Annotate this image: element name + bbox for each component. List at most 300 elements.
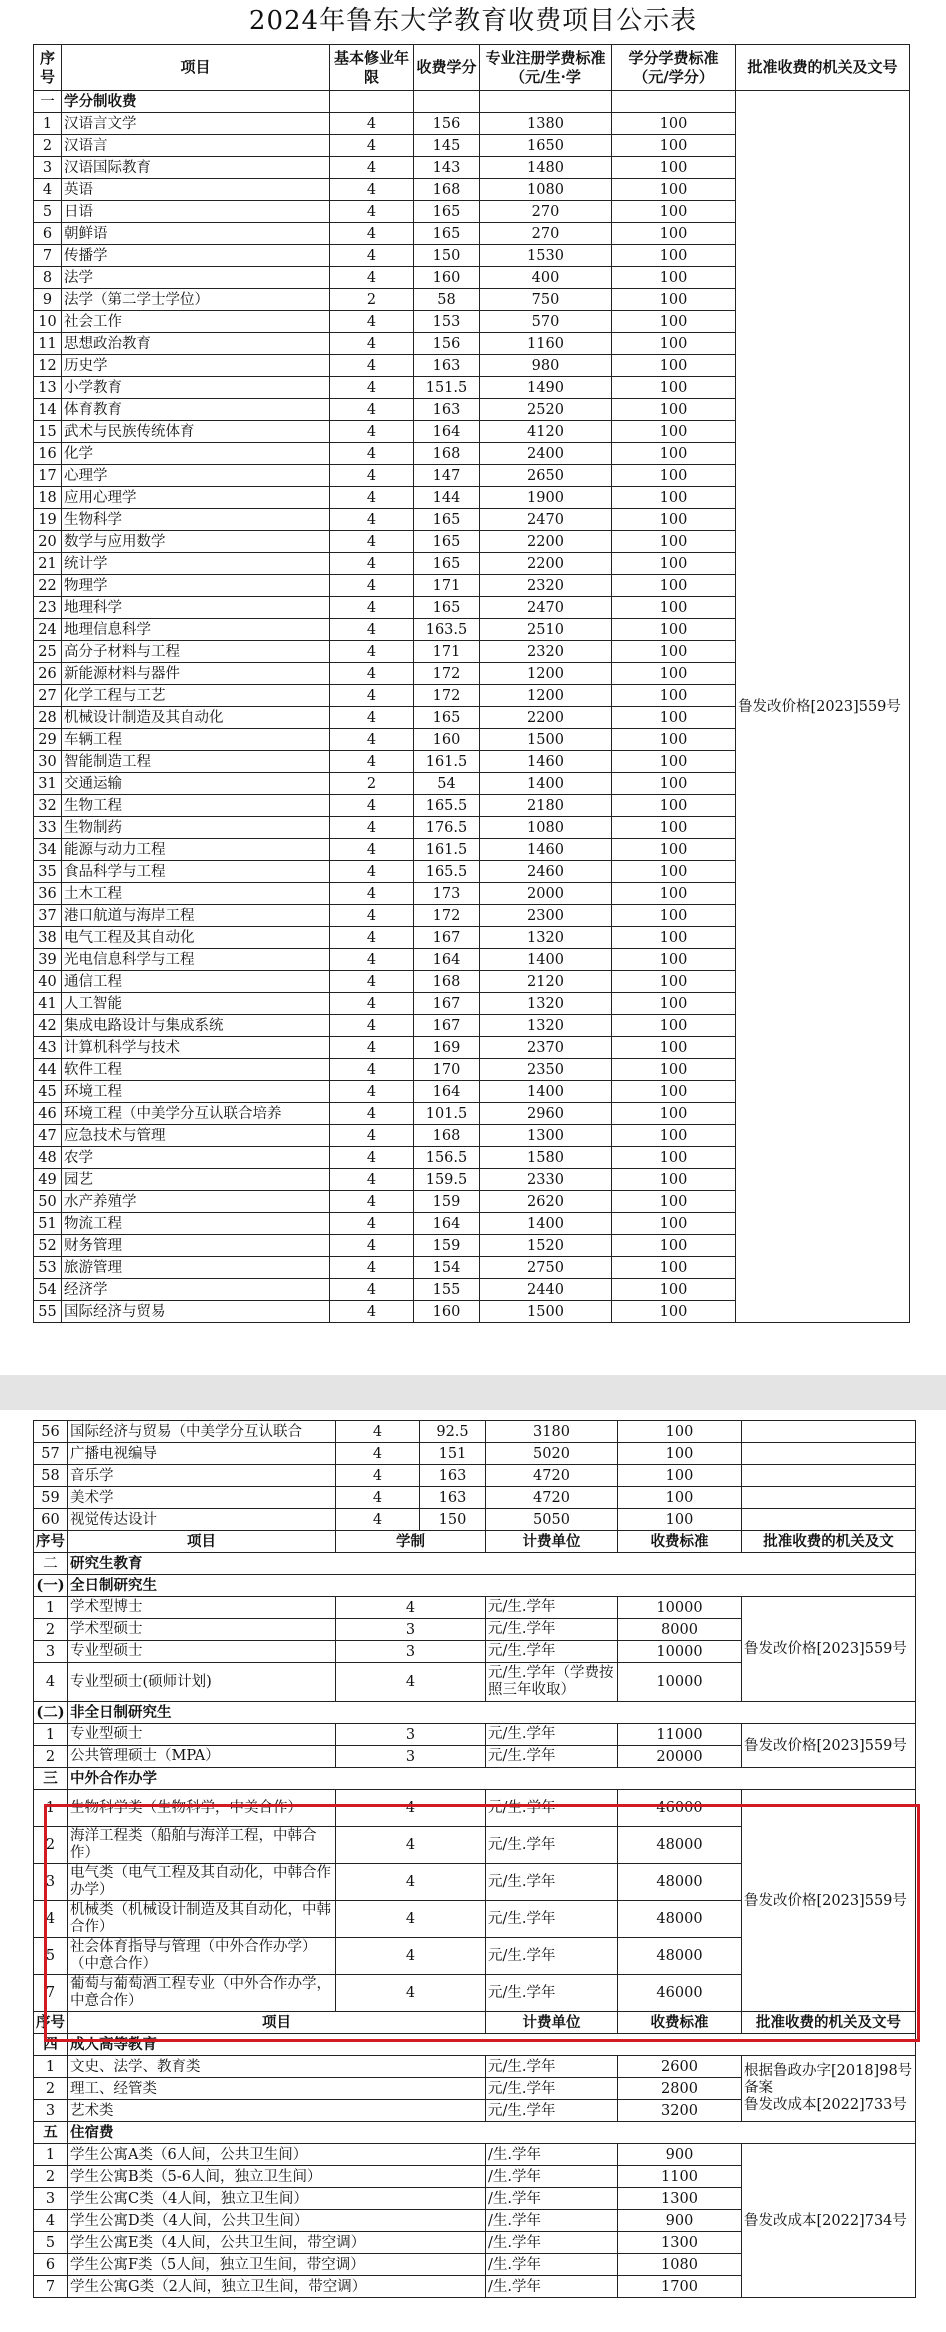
row-item: 经济学 [62,1279,330,1301]
authority-cell [742,2056,916,2122]
row-no: 56 [34,1421,68,1443]
row-reg-fee: 2470 [480,597,612,619]
row-item: 高分子材料与工程 [62,641,330,663]
authority-cell: 鲁发改价格[2023]559号 [736,91,910,1323]
row-credits: 101.5 [414,1103,480,1125]
row-no: 59 [34,1487,68,1509]
row-no: 32 [34,795,62,817]
row-credits: 165 [414,553,480,575]
row-item: 环境工程 [62,1081,330,1103]
row-fee: 48000 [618,1938,742,1975]
row-credit-fee: 100 [612,289,736,311]
row-fee: 900 [618,2210,742,2232]
row-credit-fee: 100 [612,201,736,223]
row-no: 13 [34,377,62,399]
row-years: 4 [330,201,414,223]
row-item: 朝鲜语 [62,223,330,245]
row-reg-fee: 1500 [480,729,612,751]
row-reg-fee: 270 [480,201,612,223]
row-credits: 151.5 [414,377,480,399]
row-no: 36 [34,883,62,905]
row-no: 16 [34,443,62,465]
row-years: 4 [330,927,414,949]
row-years: 4 [330,795,414,817]
row-years: 4 [330,355,414,377]
row-no: 40 [34,971,62,993]
authority-cell: 鲁发改成本[2022]734号 [742,2144,916,2298]
row-no: 7 [34,2276,68,2298]
row-credits: 167 [414,1015,480,1037]
row-no: 34 [34,839,62,861]
row-reg-fee: 400 [480,267,612,289]
section-row [34,91,910,113]
row-reg-fee: 1520 [480,1235,612,1257]
table-row [34,1487,916,1509]
subsection-no: (二) [34,1702,68,1724]
row-credits: 147 [414,465,480,487]
row-item: 交通运输 [62,773,330,795]
row-reg-fee: 1320 [480,1015,612,1037]
row-credit-fee: 100 [612,421,736,443]
row-no: 2 [34,2166,68,2188]
row-credits: 150 [420,1509,486,1531]
row-no: 22 [34,575,62,597]
row-credit-fee: 100 [612,839,736,861]
row-item: 法学（第二学士学位） [62,289,330,311]
row-reg-fee: 4720 [486,1487,618,1509]
row-unit: 元/生.学年 [486,2056,618,2078]
row-no: 3 [34,1641,68,1663]
authority-line-a: 根据鲁政办字[2018]98号备案 [744,2063,913,2096]
section-no: 五 [34,2122,68,2144]
row-no: 44 [34,1059,62,1081]
row-years: 2 [330,289,414,311]
row-item: 小学教育 [62,377,330,399]
row-credits: 161.5 [414,839,480,861]
subsection-row [34,1575,916,1597]
row-unit: 元/生.学年（学费按照三年收取） [486,1663,618,1702]
row-item: 港口航道与海岸工程 [62,905,330,927]
row-years: 3 [336,1641,486,1663]
row-item: 物流工程 [62,1213,330,1235]
section-row [34,1768,916,1790]
row-reg-fee: 1400 [480,1081,612,1103]
row-years: 3 [336,1619,486,1641]
row-reg-fee: 1080 [480,179,612,201]
table-row [34,2144,916,2166]
header-unit: 计费单位 [486,2012,618,2034]
table-row [34,1443,916,1465]
row-item: 法学 [62,267,330,289]
row-years: 4 [330,135,414,157]
row-years: 4 [336,1597,486,1619]
row-no: 29 [34,729,62,751]
authority-line-b: 鲁发改成本[2022]733号 [744,2097,907,2113]
row-item: 汉语言文学 [62,113,330,135]
row-reg-fee: 980 [480,355,612,377]
table-row [34,2056,916,2078]
row-reg-fee: 2320 [480,575,612,597]
row-years: 4 [336,1443,420,1465]
section-label: 住宿费 [68,2122,916,2144]
row-years: 4 [330,1191,414,1213]
row-years: 4 [330,905,414,927]
table-header [34,45,910,91]
row-no: 5 [34,201,62,223]
row-credit-fee: 100 [612,993,736,1015]
row-credit-fee: 100 [612,707,736,729]
row-credit-fee: 100 [618,1487,742,1509]
row-item: 地理科学 [62,597,330,619]
row-credit-fee: 100 [612,1081,736,1103]
row-item: 理工、经管类 [68,2078,486,2100]
row-credits: 160 [414,729,480,751]
row-credits: 92.5 [420,1421,486,1443]
row-credits: 165 [414,509,480,531]
row-fee: 10000 [618,1663,742,1702]
row-reg-fee: 1380 [480,113,612,135]
row-years: 4 [330,399,414,421]
row-credit-fee: 100 [612,1103,736,1125]
row-credit-fee: 100 [612,1125,736,1147]
row-years: 4 [330,377,414,399]
row-item: 园艺 [62,1169,330,1191]
row-fee: 48000 [618,1901,742,1938]
row-credit-fee: 100 [612,597,736,619]
table-row [34,1465,916,1487]
row-credits: 161.5 [414,751,480,773]
row-credit-fee: 100 [612,355,736,377]
row-credit-fee: 100 [612,553,736,575]
row-credits: 169 [414,1037,480,1059]
row-item: 专业型硕士 [68,1724,336,1746]
row-credit-fee: 100 [612,377,736,399]
row-credits: 160 [414,1301,480,1323]
row-years: 4 [336,1465,420,1487]
row-years: 4 [330,1169,414,1191]
row-credits: 163 [420,1487,486,1509]
row-credits: 168 [414,971,480,993]
row-reg-fee: 2620 [480,1191,612,1213]
row-credit-fee: 100 [612,465,736,487]
row-item: 专业型硕士 [68,1641,336,1663]
row-no: 20 [34,531,62,553]
row-credits: 163 [414,355,480,377]
row-credit-fee: 100 [612,245,736,267]
row-no: 45 [34,1081,62,1103]
row-credits: 153 [414,311,480,333]
row-credits: 165 [414,223,480,245]
row-years: 4 [330,531,414,553]
row-item: 地理信息科学 [62,619,330,641]
row-credit-fee: 100 [612,333,736,355]
row-reg-fee: 3180 [486,1421,618,1443]
row-item: 农学 [62,1147,330,1169]
row-item: 旅游管理 [62,1257,330,1279]
row-credits: 163 [414,399,480,421]
row-reg-fee: 2200 [480,531,612,553]
row-credits: 159.5 [414,1169,480,1191]
row-no: 28 [34,707,62,729]
row-reg-fee: 2180 [480,795,612,817]
row-reg-fee: 1900 [480,487,612,509]
row-no: 4 [34,1663,68,1702]
row-no: 9 [34,289,62,311]
row-fee: 11000 [618,1724,742,1746]
row-years: 4 [330,1103,414,1125]
row-years: 4 [330,949,414,971]
row-no: 57 [34,1443,68,1465]
row-item: 机械类（机械设计制造及其自动化，中韩合作） [68,1901,336,1938]
row-credit-fee: 100 [612,817,736,839]
row-fee: 1300 [618,2232,742,2254]
row-no: 58 [34,1465,68,1487]
row-years: 4 [330,1147,414,1169]
row-item: 集成电路设计与集成系统 [62,1015,330,1037]
row-years: 4 [330,1213,414,1235]
row-credit-fee: 100 [612,1279,736,1301]
row-credits: 171 [414,641,480,663]
row-credit-fee: 100 [612,179,736,201]
row-credit-fee: 100 [612,267,736,289]
row-fee: 48000 [618,1864,742,1901]
row-item: 统计学 [62,553,330,575]
row-credits: 165 [414,531,480,553]
row-fee: 2600 [618,2056,742,2078]
row-item: 艺术类 [68,2100,486,2122]
header-no: 序号 [34,45,62,91]
row-authority [742,1465,916,1487]
row-unit: 元/生.学年 [486,1790,618,1827]
row-credit-fee: 100 [612,927,736,949]
row-item: 电气工程及其自动化 [62,927,330,949]
row-reg-fee: 1490 [480,377,612,399]
row-no: 55 [34,1301,62,1323]
row-unit: 元/生.学年 [486,1938,618,1975]
row-years: 4 [336,1509,420,1531]
row-years: 4 [330,971,414,993]
row-years: 4 [330,751,414,773]
row-reg-fee: 2350 [480,1059,612,1081]
row-reg-fee: 2370 [480,1037,612,1059]
row-reg-fee: 1320 [480,927,612,949]
row-item: 人工智能 [62,993,330,1015]
row-reg-fee: 2440 [480,1279,612,1301]
row-credit-fee: 100 [612,1169,736,1191]
row-credits: 164 [414,1081,480,1103]
row-authority [742,1509,916,1531]
header-credits: 收费学分 [414,45,480,91]
row-credit-fee: 100 [612,619,736,641]
row-no: 27 [34,685,62,707]
row-item: 智能制造工程 [62,751,330,773]
row-item: 应用心理学 [62,487,330,509]
row-no: 3 [34,1864,68,1901]
row-years: 4 [336,1901,486,1938]
row-credits: 145 [414,135,480,157]
row-item: 国际经济与贸易 [62,1301,330,1323]
row-credits: 156 [414,333,480,355]
row-credits: 159 [414,1235,480,1257]
row-reg-fee: 2960 [480,1103,612,1125]
row-credit-fee: 100 [618,1509,742,1531]
header-no: 序号 [34,1531,68,1553]
row-years: 4 [330,443,414,465]
row-reg-fee: 1460 [480,839,612,861]
row-reg-fee: 1580 [480,1147,612,1169]
row-unit: /生.学年 [486,2166,618,2188]
row-credit-fee: 100 [612,509,736,531]
row-fee: 900 [618,2144,742,2166]
row-no: 15 [34,421,62,443]
section-label: 研究生教育 [68,1553,916,1575]
row-years: 4 [330,1037,414,1059]
row-years: 4 [330,1125,414,1147]
row-reg-fee: 2520 [480,399,612,421]
row-credits: 165 [414,597,480,619]
row-no: 3 [34,2100,68,2122]
row-item: 计算机科学与技术 [62,1037,330,1059]
row-item: 美术学 [68,1487,336,1509]
row-credits: 172 [414,905,480,927]
row-reg-fee: 570 [480,311,612,333]
row-item: 社会体育指导与管理（中外合作办学）（中意合作） [68,1938,336,1975]
row-years: 4 [330,113,414,135]
section-label: 学分制收费 [62,91,330,113]
row-years: 4 [330,1059,414,1081]
authority-cell: 鲁发改价格[2023]559号 [742,1790,916,2012]
header-unit: 计费单位 [486,1531,618,1553]
row-reg-fee: 1320 [480,993,612,1015]
row-item: 应急技术与管理 [62,1125,330,1147]
row-reg-fee: 1480 [480,157,612,179]
row-unit: 元/生.学年 [486,1724,618,1746]
row-no: 54 [34,1279,62,1301]
row-reg-fee: 4120 [480,421,612,443]
row-no: 39 [34,949,62,971]
row-credits: 143 [414,157,480,179]
row-no: 17 [34,465,62,487]
row-no: 5 [34,2232,68,2254]
row-item: 国际经济与贸易（中美学分互认联合 [68,1421,336,1443]
row-credit-fee: 100 [612,641,736,663]
row-reg-fee: 1500 [480,1301,612,1323]
row-years: 4 [330,883,414,905]
row-reg-fee: 1300 [480,1125,612,1147]
row-unit: 元/生.学年 [486,2078,618,2100]
row-credit-fee: 100 [612,883,736,905]
row-reg-fee: 1080 [480,817,612,839]
row-credits: 156 [414,113,480,135]
row-item: 学生公寓F类（5人间，独立卫生间，带空调） [68,2254,486,2276]
row-credit-fee: 100 [612,1213,736,1235]
header-authority: 批准收费的机关及文号 [736,45,910,91]
row-reg-fee: 4720 [486,1465,618,1487]
row-years: 4 [330,223,414,245]
row-years: 4 [330,333,414,355]
row-years: 4 [330,1301,414,1323]
row-item: 文史、法学、教育类 [68,2056,486,2078]
row-credit-fee: 100 [612,729,736,751]
row-credit-fee: 100 [612,487,736,509]
row-years: 4 [330,1257,414,1279]
row-credit-fee: 100 [612,1037,736,1059]
row-item: 电气类（电气工程及其自动化，中韩合作办学） [68,1864,336,1901]
row-no: 5 [34,1938,68,1975]
row-reg-fee: 1160 [480,333,612,355]
row-credit-fee: 100 [612,223,736,245]
row-years: 4 [330,729,414,751]
row-years: 4 [336,1938,486,1975]
row-reg-fee: 2000 [480,883,612,905]
table-row [34,1509,916,1531]
row-no: 52 [34,1235,62,1257]
row-fee: 46000 [618,1790,742,1827]
row-reg-fee: 2460 [480,861,612,883]
row-item: 心理学 [62,465,330,487]
row-item: 学生公寓A类（6人间，公共卫生间） [68,2144,486,2166]
row-credit-fee: 100 [612,971,736,993]
row-no: 1 [34,113,62,135]
row-credits: 164 [414,1213,480,1235]
row-credit-fee: 100 [612,751,736,773]
row-unit: 元/生.学年 [486,2100,618,2122]
row-item: 生物制药 [62,817,330,839]
row-credit-fee: 100 [612,795,736,817]
header-fee: 收费标准 [618,2012,742,2034]
row-fee: 46000 [618,1975,742,2012]
row-unit: 元/生.学年 [486,1597,618,1619]
row-credits: 173 [414,883,480,905]
row-credits: 165 [414,201,480,223]
row-no: 60 [34,1509,68,1531]
row-item: 车辆工程 [62,729,330,751]
row-reg-fee: 1200 [480,663,612,685]
header-credit-fee: 学分学费标准（元/学分） [612,45,736,91]
row-no: 49 [34,1169,62,1191]
row-credits: 163 [420,1465,486,1487]
row-credit-fee: 100 [612,949,736,971]
row-no: 41 [34,993,62,1015]
row-credit-fee: 100 [612,1257,736,1279]
row-item: 思想政治教育 [62,333,330,355]
table-header [34,2012,916,2034]
row-credit-fee: 100 [612,1235,736,1257]
row-unit: /生.学年 [486,2276,618,2298]
row-credits: 167 [414,927,480,949]
row-credits: 168 [414,443,480,465]
row-years: 4 [330,619,414,641]
row-no: 4 [34,179,62,201]
row-credit-fee: 100 [612,311,736,333]
fee-table-continued [33,1420,916,2298]
row-no: 6 [34,2254,68,2276]
row-no: 23 [34,597,62,619]
row-credits: 156.5 [414,1147,480,1169]
row-item: 环境工程（中美学分互认联合培养 [62,1103,330,1125]
row-fee: 48000 [618,1827,742,1864]
row-unit: 元/生.学年 [486,1975,618,2012]
row-item: 体育教育 [62,399,330,421]
page-title: 2024年鲁东大学教育收费项目公示表 [248,6,698,36]
header-item: 项目 [68,2012,486,2034]
row-reg-fee: 750 [480,289,612,311]
table-row [34,1421,916,1443]
row-years: 4 [330,575,414,597]
row-item: 生物科学类（生物科学，中美合作） [68,1790,336,1827]
section-no: 一 [34,91,62,113]
row-no: 31 [34,773,62,795]
